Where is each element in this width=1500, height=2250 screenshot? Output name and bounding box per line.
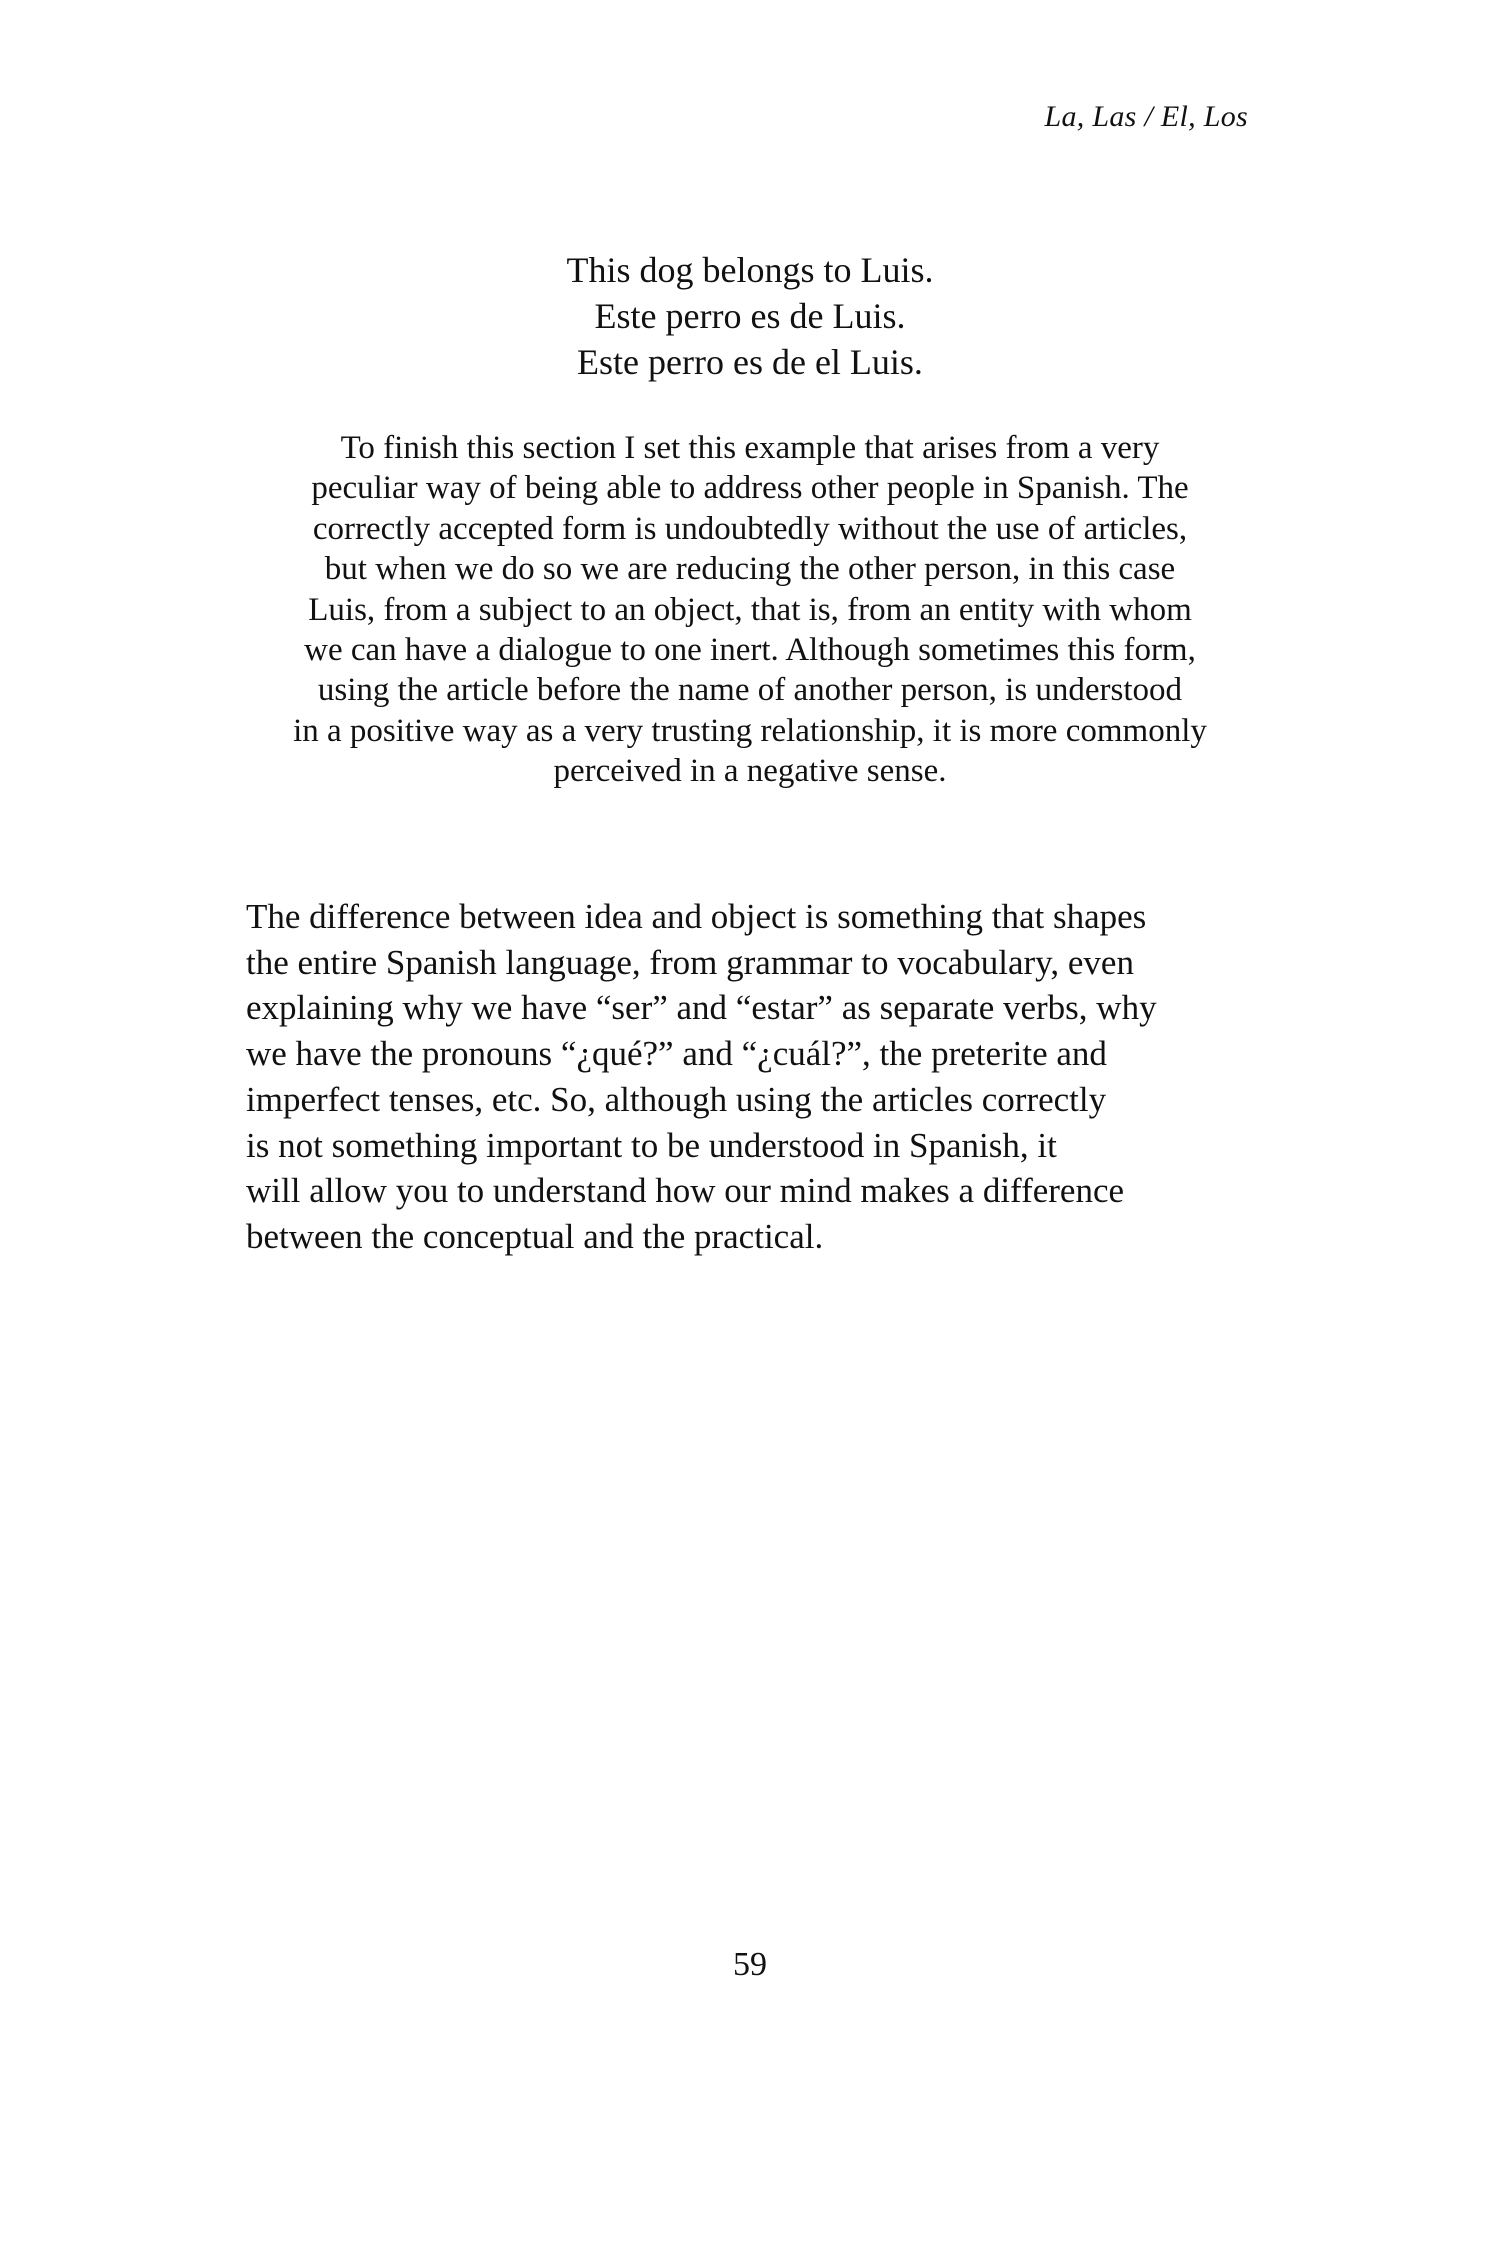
paragraph-line: the entire Spanish language, from grammar to vocabulary, even — [246, 942, 1134, 982]
example-sentences — [0, 247, 1500, 385]
paragraph-line: between the conceptual and the practical. — [246, 1216, 824, 1256]
paragraph-line: peculiar way of being able to address other people in Spanish. The — [311, 470, 1189, 507]
paragraph-line: imperfect tenses, etc. So, although using the articles correctly — [246, 1079, 1107, 1119]
page-number: 59 — [733, 1946, 767, 1983]
paragraph-line: but when we do so we are reducing the other person, in this case — [324, 551, 1176, 588]
paragraph-line: To finish this section I set this example that arises from a very — [340, 430, 1160, 466]
paragraph-line: correctly accepted form is undoubtedly without the use of articles, — [312, 510, 1188, 547]
paragraph-line: explaining why we have “ser” and “estar” as separate verbs, why — [246, 988, 1157, 1028]
centered-paragraph — [0, 428, 1500, 792]
paragraph-line: Luis, from a subject to an object, that is, from an entity with whom — [308, 591, 1192, 628]
paragraph-line: using the article before the name of another person, is understood — [317, 672, 1183, 709]
paragraph-line: will allow you to understand how our mind makes a difference — [246, 1171, 1125, 1211]
example-line: Este perro es de el Luis. — [577, 342, 923, 382]
running-header: La, Las / El, Los — [1044, 100, 1248, 133]
example-line: This dog belongs to Luis. — [566, 250, 934, 290]
body-paragraph — [246, 894, 1157, 1260]
paragraph-line: is not something important to be understood in Spanish, it — [246, 1125, 1057, 1165]
example-line: Este perro es de Luis. — [594, 296, 906, 336]
paragraph-line: we have the pronouns “¿qué?” and “¿cuál?”, the preterite and — [246, 1034, 1107, 1074]
paragraph-line: perceived in a negative sense. — [553, 753, 947, 790]
paragraph-line: in a positive way as a very trusting relationship, it is more commonly — [293, 712, 1207, 749]
paragraph-line: The difference between idea and object is something that shapes — [246, 897, 1147, 936]
paragraph-line: we can have a dialogue to one inert. Although sometimes this form, — [304, 632, 1196, 669]
